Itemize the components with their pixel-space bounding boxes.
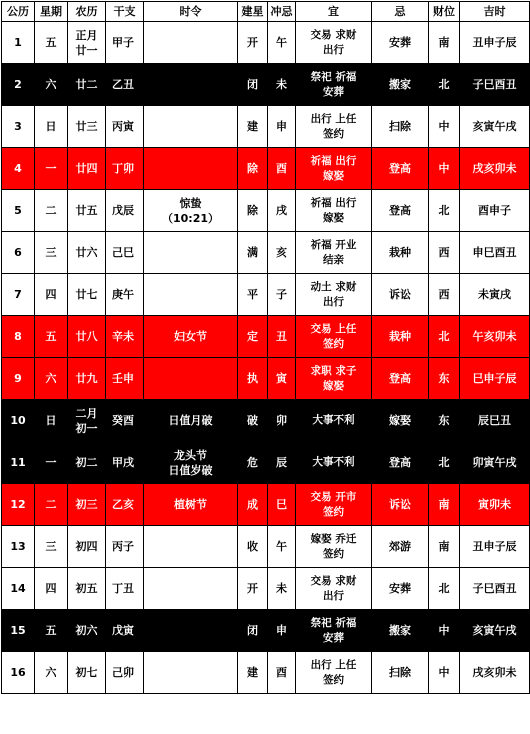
yi-cell-line: 出行 上任 — [310, 112, 357, 125]
gongli-cell: 9 — [2, 358, 35, 400]
yi-cell-line: 祭祀 祈福 — [310, 616, 357, 629]
yi-cell — [296, 232, 372, 274]
yi-cell — [296, 358, 372, 400]
yi-cell-line: 签约 — [323, 337, 344, 350]
xingqi-cell: 六 — [35, 652, 68, 694]
yi-cell-line: 大事不利 — [312, 456, 355, 468]
nongli-cell-line: 初六 — [75, 624, 98, 637]
ji-cell: 栽种 — [372, 316, 429, 358]
chongji-cell: 申 — [268, 106, 296, 148]
jishi-cell: 戌亥卯未 — [460, 652, 530, 694]
xingqi-cell: 三 — [35, 232, 68, 274]
yi-cell — [296, 64, 372, 106]
ji-cell: 搬家 — [372, 610, 429, 652]
ganzhi-cell: 丙寅 — [106, 106, 144, 148]
yi-cell — [296, 22, 372, 64]
yi-cell-line: 签约 — [323, 547, 344, 560]
chongji-cell: 未 — [268, 64, 296, 106]
table-row — [2, 442, 530, 484]
shiling-cell — [144, 190, 238, 232]
shiling-cell — [144, 610, 238, 652]
ji-cell: 安葬 — [372, 22, 429, 64]
gongli-cell: 4 — [2, 148, 35, 190]
ganzhi-cell: 丁卯 — [106, 148, 144, 190]
xingqi-cell: 一 — [35, 442, 68, 484]
yi-cell — [296, 568, 372, 610]
yi-cell-line: 出行 — [323, 295, 344, 308]
nongli-cell — [68, 316, 106, 358]
jishi-cell: 巳申子辰 — [460, 358, 530, 400]
jianxing-cell: 建 — [238, 106, 268, 148]
nongli-cell-line: 廿六 — [75, 246, 98, 259]
ganzhi-cell: 乙亥 — [106, 484, 144, 526]
table-row — [2, 526, 530, 568]
nongli-cell-line: 二月 — [75, 406, 98, 420]
caiwei-cell: 东 — [429, 400, 460, 442]
table-row — [2, 316, 530, 358]
shiling-cell — [144, 400, 238, 442]
nongli-cell-line: 廿三 — [75, 120, 98, 133]
table-row — [2, 274, 530, 316]
jianxing-cell: 闭 — [238, 64, 268, 106]
yi-cell-line: 安葬 — [323, 85, 344, 98]
yi-cell-line: 交易 开市 — [310, 490, 357, 503]
jianxing-cell: 破 — [238, 400, 268, 442]
header-chongji: 冲忌 — [268, 2, 296, 22]
xingqi-cell: 三 — [35, 526, 68, 568]
jianxing-cell: 闭 — [238, 610, 268, 652]
gongli-cell: 11 — [2, 442, 35, 484]
table-row — [2, 358, 530, 400]
jianxing-cell: 成 — [238, 484, 268, 526]
yi-cell-line: 出行 — [323, 43, 344, 56]
nongli-cell — [68, 526, 106, 568]
nongli-cell-line: 廿九 — [75, 372, 98, 385]
yi-cell — [296, 652, 372, 694]
shiling-cell — [144, 148, 238, 190]
yi-cell-line: 大事不利 — [312, 414, 355, 426]
caiwei-cell: 中 — [429, 610, 460, 652]
shiling-cell-line: 惊蛰 — [179, 196, 202, 210]
ji-cell: 安葬 — [372, 568, 429, 610]
nongli-cell — [68, 442, 106, 484]
ganzhi-cell: 辛未 — [106, 316, 144, 358]
yi-cell — [296, 442, 372, 484]
yi-cell-line: 交易 求财 — [310, 574, 357, 587]
jishi-cell: 子巳酉丑 — [460, 64, 530, 106]
ganzhi-cell: 癸酉 — [106, 400, 144, 442]
table-row — [2, 652, 530, 694]
nongli-cell — [68, 148, 106, 190]
gongli-cell: 5 — [2, 190, 35, 232]
jishi-cell: 卯寅午戌 — [460, 442, 530, 484]
caiwei-cell: 南 — [429, 484, 460, 526]
jianxing-cell: 执 — [238, 358, 268, 400]
ji-cell: 登高 — [372, 442, 429, 484]
jishi-cell: 午亥卯未 — [460, 316, 530, 358]
jianxing-cell: 定 — [238, 316, 268, 358]
ji-cell: 扫除 — [372, 106, 429, 148]
yi-cell-line: 嫁娶 — [323, 169, 344, 182]
caiwei-cell: 北 — [429, 442, 460, 484]
ganzhi-cell: 丁丑 — [106, 568, 144, 610]
nongli-cell — [68, 358, 106, 400]
yi-cell-line: 祈福 开业 — [310, 238, 357, 251]
nongli-cell-line: 廿二 — [75, 78, 98, 91]
ganzhi-cell: 己巳 — [106, 232, 144, 274]
shiling-cell-line: 植树节 — [174, 498, 207, 511]
caiwei-cell: 北 — [429, 316, 460, 358]
jishi-cell: 丑申子辰 — [460, 22, 530, 64]
chongji-cell: 未 — [268, 568, 296, 610]
ganzhi-cell: 乙丑 — [106, 64, 144, 106]
jishi-cell: 辰巳丑 — [460, 400, 530, 442]
shiling-cell — [144, 442, 238, 484]
yi-cell-line: 签约 — [323, 127, 344, 140]
caiwei-cell: 南 — [429, 22, 460, 64]
ganzhi-cell: 戊辰 — [106, 190, 144, 232]
yi-cell-line: 祭祀 祈福 — [310, 70, 357, 83]
header-ganzhi: 干支 — [106, 2, 144, 22]
yi-cell-line: 签约 — [323, 505, 344, 518]
ganzhi-cell: 甲戌 — [106, 442, 144, 484]
nongli-cell — [68, 232, 106, 274]
caiwei-cell: 北 — [429, 64, 460, 106]
yi-cell-line: 动土 求财 — [310, 280, 357, 293]
nongli-cell — [68, 64, 106, 106]
table-row — [2, 106, 530, 148]
nongli-cell-line: 初三 — [75, 498, 98, 511]
header-jishi: 吉时 — [460, 2, 530, 22]
caiwei-cell: 北 — [429, 190, 460, 232]
gongli-cell: 6 — [2, 232, 35, 274]
yi-cell-line: 签约 — [323, 673, 344, 686]
nongli-cell — [68, 484, 106, 526]
yi-cell — [296, 484, 372, 526]
ganzhi-cell: 己卯 — [106, 652, 144, 694]
table-row — [2, 400, 530, 442]
jianxing-cell: 满 — [238, 232, 268, 274]
gongli-cell: 10 — [2, 400, 35, 442]
ganzhi-cell: 戊寅 — [106, 610, 144, 652]
nongli-cell — [68, 274, 106, 316]
chongji-cell: 申 — [268, 610, 296, 652]
shiling-cell — [144, 316, 238, 358]
gongli-cell: 15 — [2, 610, 35, 652]
table-row — [2, 64, 530, 106]
chongji-cell: 酉 — [268, 652, 296, 694]
chongji-cell: 巳 — [268, 484, 296, 526]
caiwei-cell: 南 — [429, 526, 460, 568]
gongli-cell: 12 — [2, 484, 35, 526]
xingqi-cell: 五 — [35, 316, 68, 358]
xingqi-cell: 日 — [35, 400, 68, 442]
gongli-cell: 3 — [2, 106, 35, 148]
chongji-cell: 卯 — [268, 400, 296, 442]
nongli-cell-line: 正月 — [75, 28, 98, 42]
nongli-cell — [68, 400, 106, 442]
table-row — [2, 190, 530, 232]
header-row — [2, 2, 530, 22]
ganzhi-cell: 丙子 — [106, 526, 144, 568]
chongji-cell: 寅 — [268, 358, 296, 400]
chongji-cell: 子 — [268, 274, 296, 316]
jishi-cell: 亥寅午戌 — [460, 106, 530, 148]
chongji-cell: 亥 — [268, 232, 296, 274]
shiling-cell — [144, 652, 238, 694]
ji-cell: 扫除 — [372, 652, 429, 694]
yi-cell-line: 嫁娶 — [323, 211, 344, 224]
caiwei-cell: 西 — [429, 232, 460, 274]
shiling-cell-line: 日值月破 — [168, 414, 213, 427]
jianxing-cell: 危 — [238, 442, 268, 484]
table-row — [2, 232, 530, 274]
gongli-cell: 16 — [2, 652, 35, 694]
chongji-cell: 丑 — [268, 316, 296, 358]
nongli-cell — [68, 568, 106, 610]
jianxing-cell: 建 — [238, 652, 268, 694]
ji-cell: 嫁娶 — [372, 400, 429, 442]
xingqi-cell: 六 — [35, 358, 68, 400]
table-row — [2, 484, 530, 526]
gongli-cell: 13 — [2, 526, 35, 568]
ji-cell: 登高 — [372, 190, 429, 232]
gongli-cell: 8 — [2, 316, 35, 358]
ji-cell: 登高 — [372, 358, 429, 400]
caiwei-cell: 北 — [429, 568, 460, 610]
jianxing-cell: 平 — [238, 274, 268, 316]
nongli-cell-line: 廿四 — [75, 162, 98, 175]
xingqi-cell: 四 — [35, 274, 68, 316]
yi-cell-line: 嫁娶 乔迁 — [310, 532, 357, 545]
yi-cell — [296, 190, 372, 232]
xingqi-cell: 五 — [35, 610, 68, 652]
caiwei-cell: 中 — [429, 148, 460, 190]
xingqi-cell: 二 — [35, 484, 68, 526]
nongli-cell-line: 廿一 — [75, 43, 98, 57]
yi-cell-line: 交易 上任 — [310, 322, 357, 335]
shiling-cell — [144, 484, 238, 526]
yi-cell-line: 结亲 — [323, 253, 344, 266]
nongli-cell-line: 初七 — [75, 666, 98, 679]
jianxing-cell: 开 — [238, 22, 268, 64]
jishi-cell: 酉申子 — [460, 190, 530, 232]
shiling-cell — [144, 526, 238, 568]
nongli-cell-line: 廿五 — [75, 204, 98, 217]
ganzhi-cell: 甲子 — [106, 22, 144, 64]
header-nongli: 农历 — [68, 2, 106, 22]
yi-cell — [296, 316, 372, 358]
shiling-cell-line: 妇女节 — [174, 330, 207, 343]
jianxing-cell: 收 — [238, 526, 268, 568]
gongli-cell: 14 — [2, 568, 35, 610]
xingqi-cell: 一 — [35, 148, 68, 190]
jishi-cell: 丑申子辰 — [460, 526, 530, 568]
yi-cell — [296, 274, 372, 316]
yi-cell — [296, 106, 372, 148]
chongji-cell: 酉 — [268, 148, 296, 190]
shiling-cell — [144, 568, 238, 610]
shiling-cell-line: 日值岁破 — [168, 463, 213, 477]
yi-cell — [296, 148, 372, 190]
yi-cell-line: 嫁娶 — [323, 379, 344, 392]
xingqi-cell: 二 — [35, 190, 68, 232]
nongli-cell — [68, 610, 106, 652]
nongli-cell-line: 初一 — [75, 421, 98, 435]
jianxing-cell: 除 — [238, 190, 268, 232]
caiwei-cell: 西 — [429, 274, 460, 316]
yi-cell-line: 交易 求财 — [310, 28, 357, 41]
ganzhi-cell: 庚午 — [106, 274, 144, 316]
xingqi-cell: 四 — [35, 568, 68, 610]
shiling-cell — [144, 22, 238, 64]
header-xingqi: 星期 — [35, 2, 68, 22]
gongli-cell: 1 — [2, 22, 35, 64]
table-row — [2, 568, 530, 610]
nongli-cell-line: 初二 — [75, 456, 98, 469]
nongli-cell-line: 廿八 — [75, 330, 98, 343]
xingqi-cell: 日 — [35, 106, 68, 148]
table-body — [2, 22, 530, 694]
jianxing-cell: 开 — [238, 568, 268, 610]
nongli-cell — [68, 106, 106, 148]
shiling-cell — [144, 358, 238, 400]
table-row — [2, 22, 530, 64]
header-yi: 宜 — [296, 2, 372, 22]
nongli-cell — [68, 652, 106, 694]
ji-cell: 诉讼 — [372, 274, 429, 316]
shiling-cell — [144, 106, 238, 148]
almanac-table — [1, 1, 530, 694]
header-caiwei: 财位 — [429, 2, 460, 22]
header-jianxing: 建星 — [238, 2, 268, 22]
shiling-cell — [144, 64, 238, 106]
shiling-cell-line: （10:21） — [161, 211, 219, 225]
jishi-cell: 寅卯未 — [460, 484, 530, 526]
jishi-cell: 子巳酉丑 — [460, 568, 530, 610]
header-ji: 忌 — [372, 2, 429, 22]
yi-cell — [296, 526, 372, 568]
nongli-cell-line: 初四 — [75, 540, 98, 553]
ji-cell: 诉讼 — [372, 484, 429, 526]
shiling-cell — [144, 232, 238, 274]
header-shiling: 时令 — [144, 2, 238, 22]
chongji-cell: 午 — [268, 22, 296, 64]
jishi-cell: 戌亥卯未 — [460, 148, 530, 190]
caiwei-cell: 中 — [429, 652, 460, 694]
caiwei-cell: 中 — [429, 106, 460, 148]
jishi-cell: 亥寅午戌 — [460, 610, 530, 652]
ji-cell: 栽种 — [372, 232, 429, 274]
ji-cell: 郊游 — [372, 526, 429, 568]
nongli-cell — [68, 190, 106, 232]
yi-cell — [296, 610, 372, 652]
gongli-cell: 2 — [2, 64, 35, 106]
yi-cell-line: 祈福 出行 — [310, 196, 357, 209]
gongli-cell: 7 — [2, 274, 35, 316]
yi-cell-line: 出行 — [323, 589, 344, 602]
nongli-cell-line: 初五 — [75, 582, 98, 595]
table-row — [2, 610, 530, 652]
nongli-cell — [68, 22, 106, 64]
nongli-cell-line: 廿七 — [75, 288, 98, 301]
ji-cell: 搬家 — [372, 64, 429, 106]
jishi-cell: 申巳酉丑 — [460, 232, 530, 274]
chongji-cell: 午 — [268, 526, 296, 568]
caiwei-cell: 东 — [429, 358, 460, 400]
ganzhi-cell: 壬申 — [106, 358, 144, 400]
ji-cell: 登高 — [372, 148, 429, 190]
yi-cell-line: 求职 求子 — [310, 364, 357, 377]
yi-cell-line: 安葬 — [323, 631, 344, 644]
chongji-cell: 戌 — [268, 190, 296, 232]
yi-cell — [296, 400, 372, 442]
jianxing-cell: 除 — [238, 148, 268, 190]
yi-cell-line: 祈福 出行 — [310, 154, 357, 167]
xingqi-cell: 五 — [35, 22, 68, 64]
shiling-cell-line: 龙头节 — [174, 448, 207, 462]
jishi-cell: 未寅戌 — [460, 274, 530, 316]
table-row — [2, 148, 530, 190]
xingqi-cell: 六 — [35, 64, 68, 106]
chongji-cell: 辰 — [268, 442, 296, 484]
header-gongli: 公历 — [2, 2, 35, 22]
shiling-cell — [144, 274, 238, 316]
yi-cell-line: 出行 上任 — [310, 658, 357, 671]
